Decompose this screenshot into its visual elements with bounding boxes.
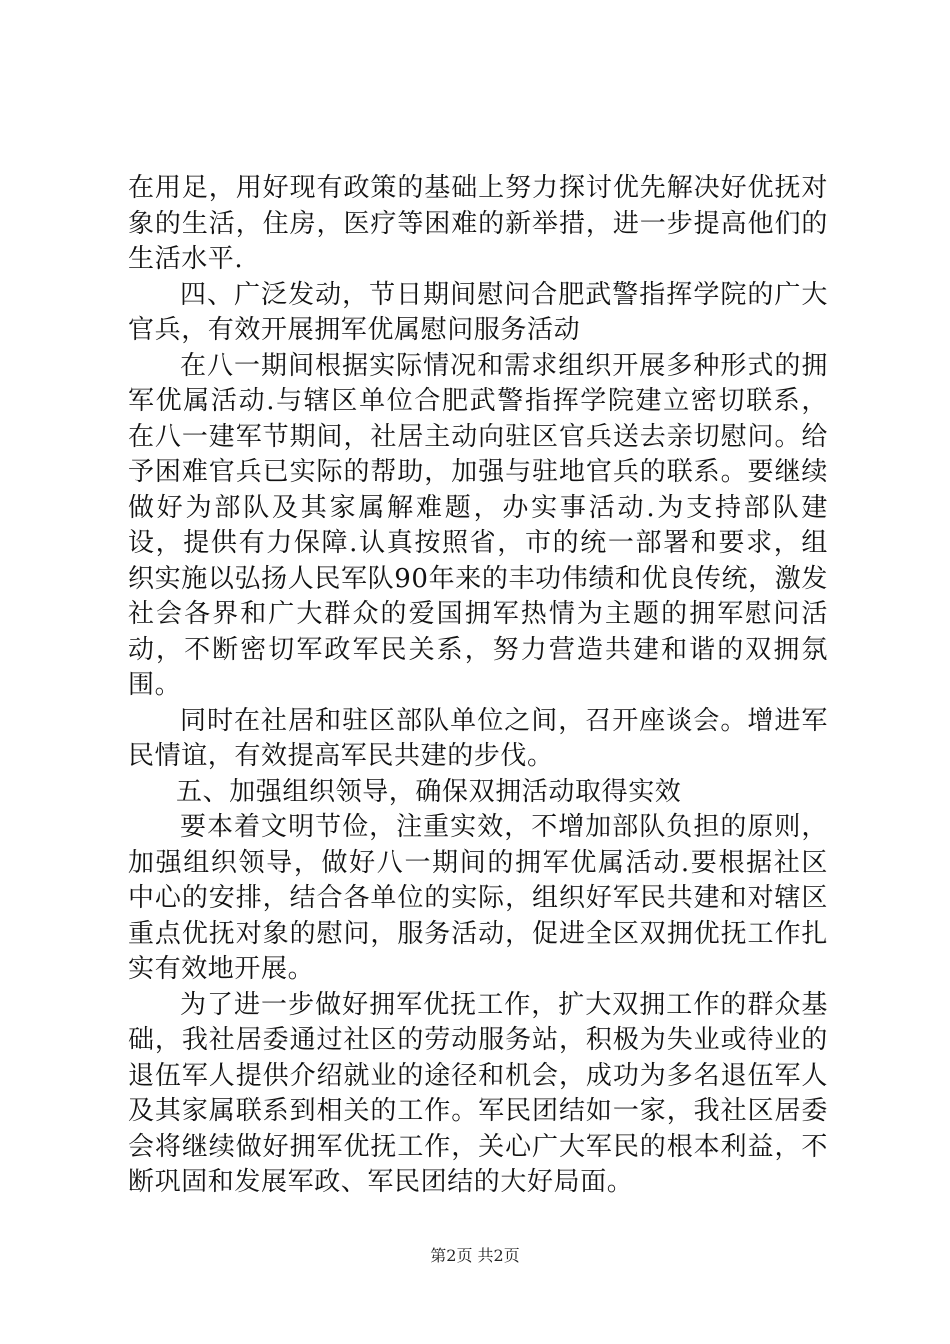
paragraph: 要本着文明节俭，注重实效，不增加部队负担的原则，加强组织领导，做好八一期间的拥军优属活动.要根据社区中心的安排，结合各单位的实际，组织好军民共建和对辖区重点优抚对象的慰问，服务活动，促进全区双拥优抚工作扎实有效地开展。 xyxy=(128,812,828,984)
paragraph: 在八一期间根据实际情况和需求组织开展多种形式的拥军优属活动.与辖区单位合肥武警指挥学院建立密切联系，在八一建军节期间，社居主动向驻区官兵送去亲切慰问。给予困难官兵已实际的帮助，加强与驻地官兵的联系。要继续做好为部队及其家属解难题，办实事活动.为支持部队建设，提供有力保障.认真按照省，市的统一部署和要求，组织实施以弘扬人民军队90年来的丰功伟绩和优良传统，激发社会各界和广大群众的爱国拥军热情为主题的拥军慰问活动，不断密切军政军民关系，努力营造共建和谐的双拥氛围。 xyxy=(128,350,828,700)
paragraph: 同时在社居和驻区部队单位之间，召开座谈会。增进军民情谊，有效提高军民共建的步伐。 xyxy=(128,705,828,771)
paragraph-continuation: 在用足，用好现有政策的基础上努力探讨优先解决好优抚对象的生活，住房，医疗等困难的新举措，进一步提高他们的生活水平. xyxy=(128,173,828,274)
document-body xyxy=(128,171,828,1201)
section-heading-5: 五、加强组织领导，确保双拥活动取得实效 xyxy=(176,776,682,807)
section-heading-4: 四、广泛发动，节日期间慰问合肥武警指挥学院的广大官兵，有效开展拥军优属慰问服务活动 xyxy=(128,279,828,345)
paragraph: 为了进一步做好拥军优抚工作，扩大双拥工作的群众基础，我社居委通过社区的劳动服务站，积极为失业或待业的退伍军人提供介绍就业的途径和机会，成功为多名退伍军人及其家属联系到相关的工作。军民团结如一家，我社区居委会将继续做好拥军优抚工作，关心广大军民的根本利益，不断巩固和发展军政、军民团结的大好局面。 xyxy=(128,989,828,1197)
page-number-footer: 第2页 共2页 xyxy=(430,1246,520,1265)
